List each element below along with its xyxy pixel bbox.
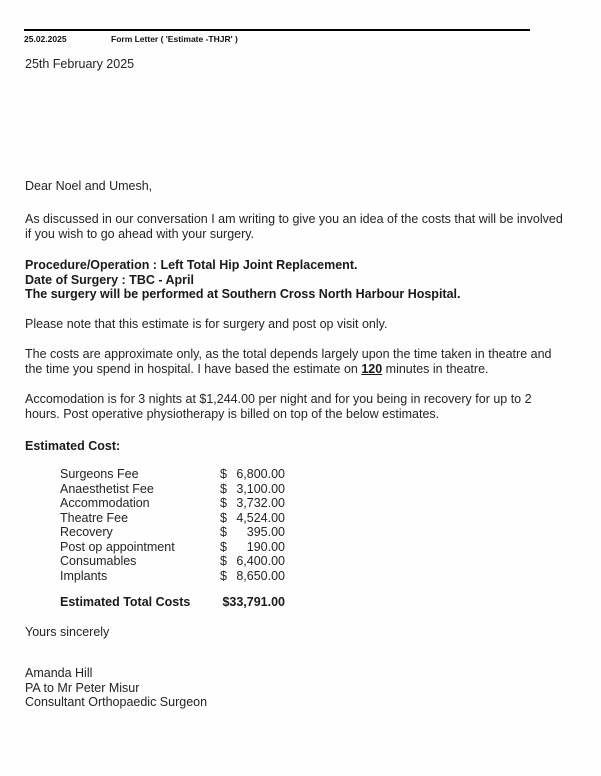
currency-symbol: $: [220, 539, 227, 554]
table-row: [60, 569, 285, 584]
signature-name: Amanda Hill: [25, 666, 93, 680]
currency-symbol: $: [220, 568, 227, 583]
cost-item-amount: 6,400.00: [236, 554, 285, 568]
intro-paragraph: As discussed in our conversation I am writing to give you an idea of the costs that will be involved if you wish to go ahead with your surgery.: [25, 212, 563, 241]
cost-item-label: Post op appointment: [60, 539, 175, 554]
hospital-line: The surgery will be performed at Southern Cross North Harbour Hospital.: [25, 287, 461, 301]
currency-symbol: $: [220, 467, 227, 481]
accommodation-paragraph: Accomodation is for 3 nights at $1,244.00 per night and for you being in recovery for up to 2 hours. Post operative physiotherapy is billed on top of the below estimates.: [25, 392, 532, 421]
header-print-date: 25.02.2025: [24, 34, 67, 44]
theatre-minutes: 120: [361, 362, 383, 376]
currency-symbol: $: [220, 554, 227, 568]
cost-item-amount: 3,100.00: [236, 481, 285, 496]
table-row: [60, 525, 285, 540]
cost-item-label: Implants: [60, 568, 108, 583]
signature-title: Consultant Orthopaedic Surgeon: [25, 695, 208, 709]
cost-item-label: Theatre Fee: [60, 510, 129, 525]
cost-item-amount: 6,800.00: [236, 467, 285, 481]
cost-item-label: Anaesthetist Fee: [60, 481, 154, 496]
signature-block: [25, 666, 207, 710]
procedure-line: Procedure/Operation : Left Total Hip Joint Replacement.: [25, 258, 358, 272]
header-rule: [24, 29, 530, 31]
closing: Yours sincerely: [25, 625, 110, 639]
costs-sentence-start: The costs are approximate only, as the total depends largely upon the time taken in theatre and the time you spend in hospital. I have based the estimate on: [25, 347, 552, 376]
table-row: [60, 467, 285, 482]
signature-role: PA to Mr Peter Misur: [25, 680, 140, 695]
estimated-total-row: [60, 595, 285, 610]
table-row: [60, 482, 285, 497]
cost-item-label: Surgeons Fee: [60, 467, 139, 481]
cost-table: [60, 467, 285, 583]
header-form-title: Form Letter ( 'Estimate -THJR' ): [111, 34, 238, 44]
cost-item-amount: 4,524.00: [236, 510, 285, 525]
currency-symbol: $: [220, 510, 227, 525]
cost-item-label: Recovery: [60, 525, 113, 539]
cost-item-amount: 8,650.00: [236, 568, 285, 583]
cost-item-label: Consumables: [60, 554, 137, 568]
salutation: Dear Noel and Umesh,: [25, 179, 153, 193]
table-row: [60, 496, 285, 511]
currency-symbol: $: [220, 496, 227, 510]
procedure-block: [25, 258, 568, 302]
cost-item-label: Accommodation: [60, 496, 150, 510]
note-line: Please note that this estimate is for surgery and post op visit only.: [25, 317, 388, 331]
table-row: [60, 540, 285, 555]
costs-sentence-end: minutes in theatre.: [382, 362, 489, 376]
estimated-cost-heading: Estimated Cost:: [25, 439, 121, 453]
cost-item-amount: 3,732.00: [236, 496, 285, 510]
currency-symbol: $: [220, 481, 227, 496]
total-amount: $33,791.00: [222, 595, 285, 609]
table-row: [60, 511, 285, 526]
table-row: [60, 554, 285, 569]
costs-paragraph: [25, 347, 568, 377]
currency-symbol: $: [220, 525, 227, 539]
surgery-date-line: Date of Surgery : TBC - April: [25, 272, 194, 287]
total-label: Estimated Total Costs: [60, 595, 191, 609]
cost-item-amount: 190.00: [246, 539, 285, 554]
letter-date: 25th February 2025: [25, 57, 135, 71]
cost-item-amount: 395.00: [246, 525, 285, 539]
